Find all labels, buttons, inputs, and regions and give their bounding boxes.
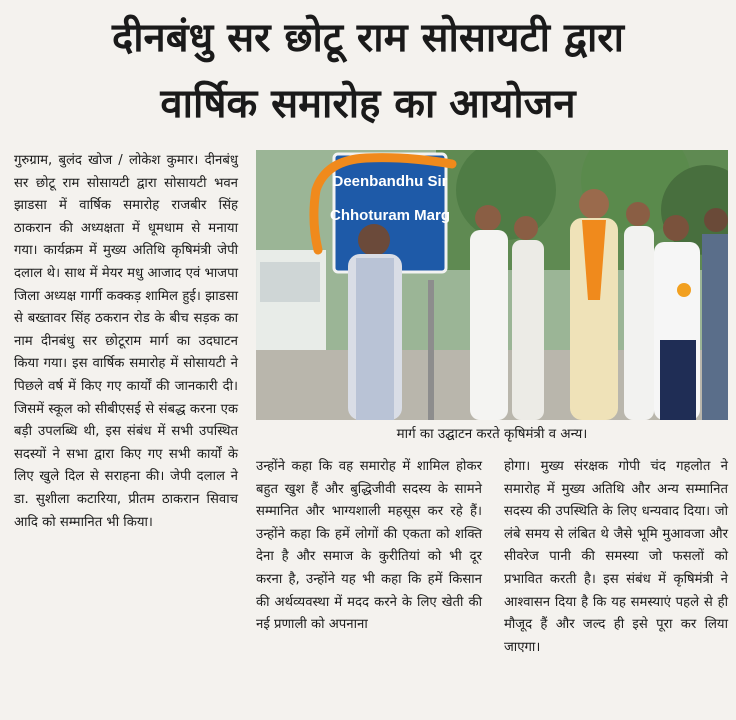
headline-line-2: वार्षिक समारोह का आयोजन bbox=[160, 81, 576, 127]
sign-text-line-2: Chhoturam Marg bbox=[330, 207, 450, 224]
photo-illustration bbox=[256, 150, 728, 420]
headline-line-1: दीनबंधु सर छोटू राम सोसायटी द्वारा bbox=[111, 15, 625, 61]
article-column-3: होगा। मुख्य संरक्षक गोपी चंद गहलोत ने समारोह में मुख्य अतिथि और अन्य सम्मानित सदस्य की उपस्थिति के लिए धन्यवाद दिया। जो लंबे समय से लंबित थे जैसे भूमि मुआवजा और सीवरेज पानी की समस्या जो फसलों को प्रभावित करती है। इस संबंध में कृषिमंत्री ने आश्वासन दिया है कि यह समस्याएं पहले से ही मौजूद हैं और जल्द ही इसे पूरा कर लिया जाएगा। bbox=[504, 459, 728, 655]
sign-text-line-1: Deenbandhu Sir bbox=[332, 173, 448, 190]
news-photo bbox=[256, 150, 728, 420]
article-column-1: गुरुग्राम, बुलंद खोज / लोकेश कुमार। दीनबंधु सर छोटू राम सोसायटी द्वारा सोसायटी भवन झाडसा में वार्षिक समारोह राजबीर सिंह ठाकरान की अध्यक्षता में धूमधाम से मनाया गया। कार्यक्रम में मुख्य अतिथि कृषिमंत्री जेपी दलाल थे। साथ में मेयर मधु आजाद एवं भाजपा जिला अध्यक्ष गार्गी कक्कड़ शामिल हुई। झाडसा से बख्तावर सिंह ठकरान रोड के बीच सड़क का नाम दीनबंधु सर छोटूराम मार्ग का उदघाटन किया गया। इस वार्षिक समारोह में सोसायटी ने पिछले वर्ष में किए गए कार्यों की जानकारी दी। जिसमें स्कूल को सीबीएसई से संबद्ध करना एक बड़ी उपलब्धि थी, इस संबंध में सभी उपस्थित सदस्यों ने सभा द्वारा किए गए सभी कार्यों के लिए खुले दिल से सराहना की। जेपी दलाल ने डा. सुशीला कटारिया, प्रीतम ठाकरान सिवाच आदि को सम्मानित भी किया। bbox=[14, 153, 238, 530]
photo-caption: मार्ग का उद्घाटन करते कृषिमंत्री व अन्य। bbox=[396, 427, 588, 442]
article-column-2: उन्होंने कहा कि वह समारोह में शामिल होकर बहुत खुश हैं और बुद्धिजीवी सदस्य के सामने सम्मानित और भाग्यशाली महसूस कर रहे हैं। उन्होंने कहा कि हमें लोगों की एकता को शक्ति देना है और समाज के कुरीतियां को भी दूर करना है, उन्होंने यह भी कहा कि हमें किसान की अर्थव्यवस्था में मदद करने के लिए खेती की नई प्रणाली को अपनाना bbox=[256, 459, 482, 633]
